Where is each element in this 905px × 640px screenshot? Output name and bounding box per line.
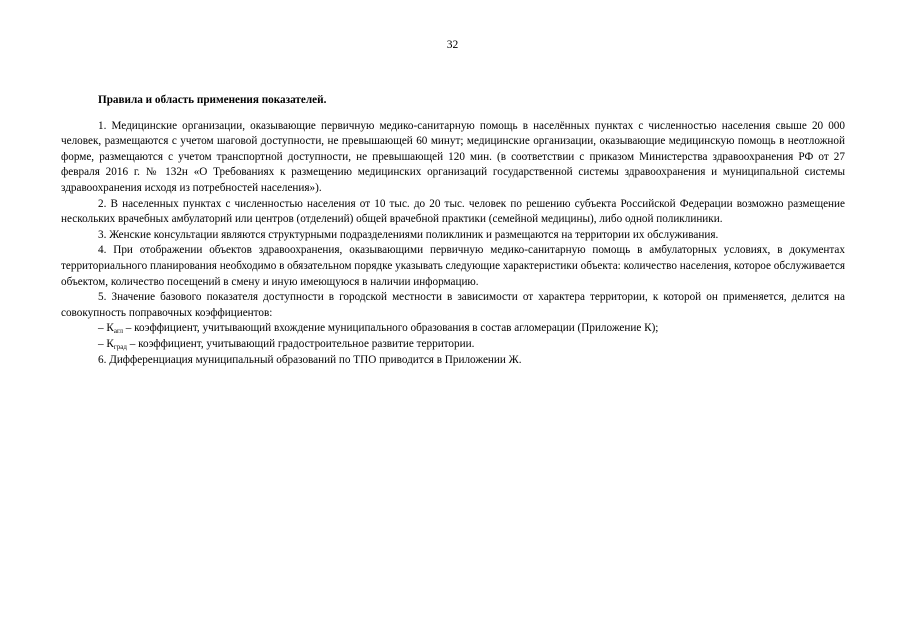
coefficient-symbol: – К bbox=[98, 337, 114, 350]
coefficient-item-agglomeration bbox=[61, 321, 845, 337]
paragraph-3: 3. Женские консультации являются структурными подразделениями поликлиник и размещаются на территории их обслуживания. bbox=[98, 228, 719, 241]
paragraph-4: 4. При отображении объектов здравоохранения, оказывающими первичную медико-санитарную помощь в амбулаторных условиях, в документах территориального планирования необходимо в обязательном порядке указывать следующие характеристики объекта: количество населения, которое обслуживается объектом, количество посещений в смену и иную имеющуюся в наличии информацию. bbox=[61, 244, 845, 288]
coefficient-subscript: агл bbox=[113, 327, 123, 336]
paragraph-1: 1. Медицинские организации, оказывающие первичную медико-санитарную помощь в населённых пунктах с численностью населения свыше 20 000 человек, размещаются с учетом шаговой доступности, не превышающей 60 минут; медицинские организации, оказывающие медицинскую помощь в неотложной форме, размещаются с учетом транспортной доступности, не превышающей 120 мин. (в соответствии с приказом Министерства здравоохранения РФ от 27 февраля 2016 г. № 132н «О Требованиях к размещению медицинских организаций государственной системы здравоохранения и муниципальной системы здравоохранения исходя из потребностей населения»). bbox=[61, 119, 845, 194]
coefficient-description: – коэффициент, учитывающий градостроительное развитие территории. bbox=[126, 337, 475, 350]
coefficient-item-urban-development bbox=[61, 337, 845, 353]
page-number: 32 bbox=[446, 39, 459, 51]
paragraph-6: 6. Дифференциация муниципальный образований по ТПО приводится в Приложении Ж. bbox=[98, 353, 522, 366]
coefficient-subscript: град bbox=[113, 342, 127, 351]
section-body bbox=[61, 93, 845, 368]
paragraph-2: 2. В населенных пунктах с численностью населения от 10 тыс. до 20 тыс. человек по решению субъекта Российской Федерации возможно размещение нескольких врачебных амбулаторий или центров (отделений) общей врачебной практики (семейной медицины), либо одной поликлиники. bbox=[61, 197, 845, 226]
coefficient-symbol: – К bbox=[98, 322, 114, 335]
coefficient-description: – коэффициент, учитывающий вхождение муниципального образования в состав агломерации (Приложение К); bbox=[122, 322, 659, 335]
paragraph-5: 5. Значение базового показателя доступности в городской местности в зависимости от характера территории, к которой он применяется, делится на совокупность поправочных коэффициентов: bbox=[61, 291, 845, 319]
section-heading: Правила и область применения показателей. bbox=[98, 94, 327, 106]
